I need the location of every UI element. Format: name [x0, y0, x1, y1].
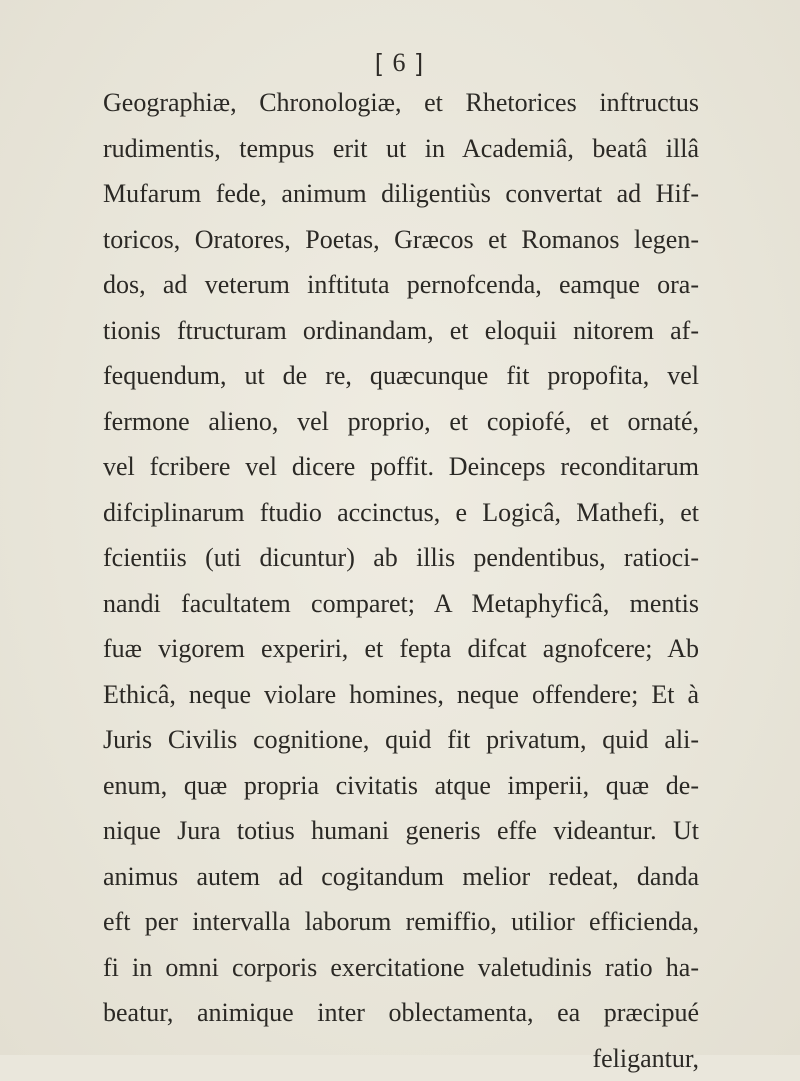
text-line: Mufarum fede, animum diligentiùs convertat ad Hif-	[103, 171, 699, 217]
right-bracket: ]	[416, 49, 425, 77]
text-line: nique Jura totius humani generis effe videantur. Ut	[103, 808, 699, 854]
text-line: enum, quæ propria civitatis atque imperii, quæ de-	[103, 763, 699, 809]
text-line: vel fcribere vel dicere poffit. Deinceps reconditarum	[103, 444, 699, 490]
text-line: eft per intervalla laborum remiffio, utilior efficienda,	[103, 899, 699, 945]
text-line: toricos, Oratores, Poetas, Græcos et Romanos legen-	[103, 217, 699, 263]
page-number-header	[0, 48, 800, 78]
text-line: fequendum, ut de re, quæcunque fit propofita, vel	[103, 353, 699, 399]
text-line: difciplinarum ftudio accinctus, e Logicâ, Mathefi, et	[103, 490, 699, 536]
text-line: fi in omni corporis exercitatione valetudinis ratio ha-	[103, 945, 699, 991]
text-line: fermone alieno, vel proprio, et copiofé, et ornaté,	[103, 399, 699, 445]
body-text	[103, 80, 699, 1081]
text-line: beatur, animique inter oblectamenta, ea præcipué	[103, 990, 699, 1036]
text-line: Juris Civilis cognitione, quid fit privatum, quid ali-	[103, 717, 699, 763]
text-line: nandi facultatem comparet; A Metaphyficâ, mentis	[103, 581, 699, 627]
text-line: rudimentis, tempus erit ut in Academiâ, beatâ illâ	[103, 126, 699, 172]
text-line: dos, ad veterum inftituta pernofcenda, eamque ora-	[103, 262, 699, 308]
page-number: 6	[393, 48, 408, 77]
text-line: Geographiæ, Chronologiæ, et Rhetorices inftructus	[103, 80, 699, 126]
text-line: fcientiis (uti dicuntur) ab illis pendentibus, ratioci-	[103, 535, 699, 581]
catchword-line: feligantur,	[103, 1036, 699, 1081]
left-bracket: [	[375, 49, 384, 77]
text-line: Ethicâ, neque violare homines, neque offendere; Et à	[103, 672, 699, 718]
text-line: tionis ftructuram ordinandam, et eloquii nitorem af-	[103, 308, 699, 354]
text-line: animus autem ad cogitandum melior redeat, danda	[103, 854, 699, 900]
text-line: fuæ vigorem experiri, et fepta difcat agnofcere; Ab	[103, 626, 699, 672]
